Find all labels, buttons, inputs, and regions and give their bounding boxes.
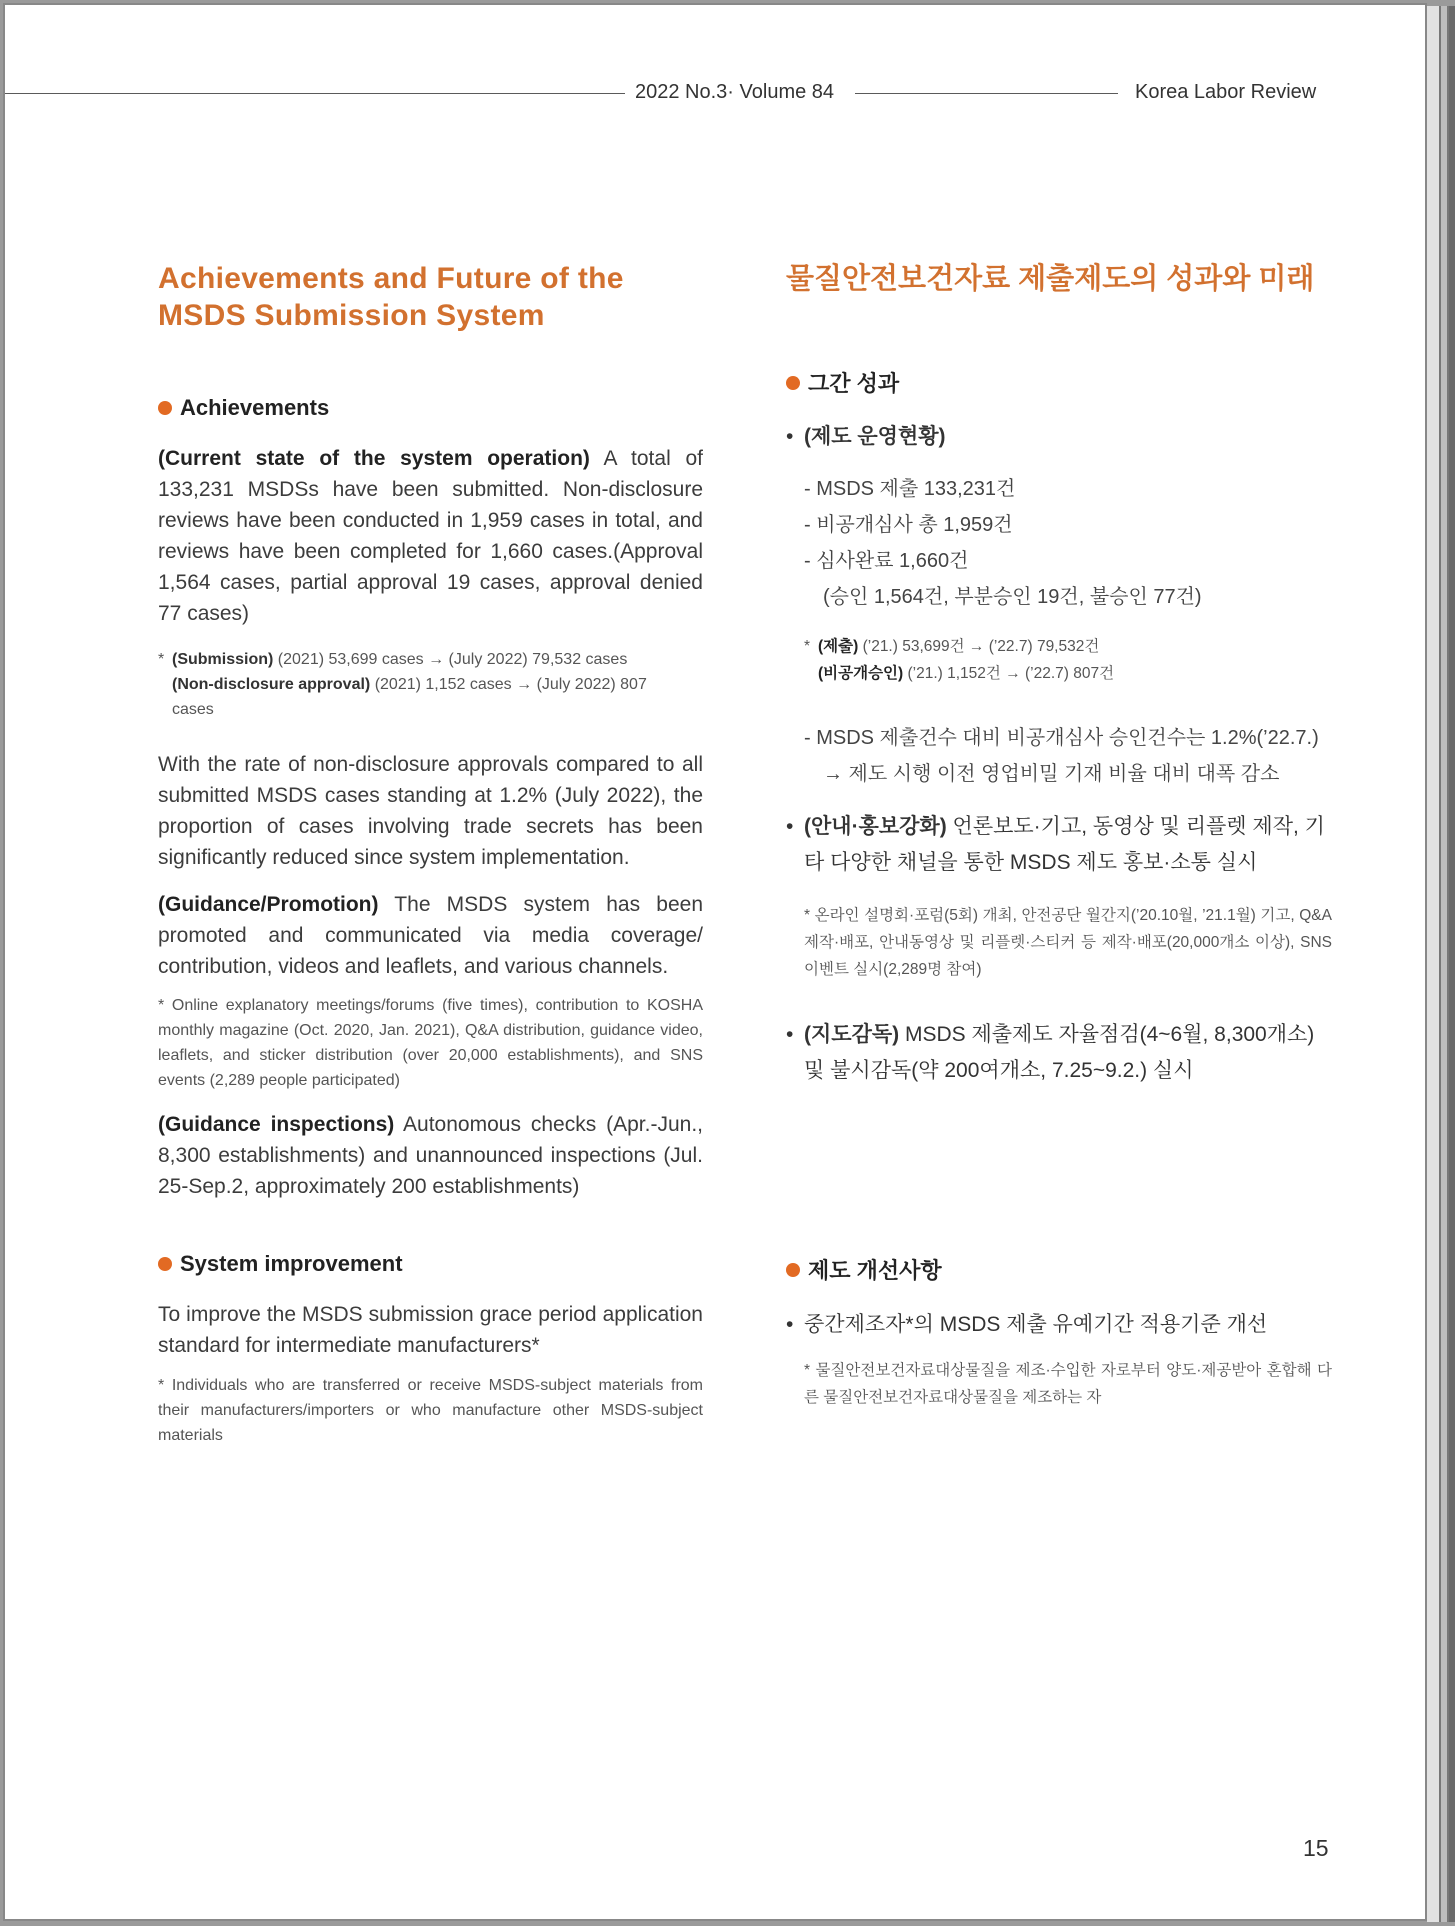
korean-inspection: [786, 1017, 1331, 1089]
bullet-dot-icon: [158, 401, 172, 415]
journal-name: Korea Labor Review: [1135, 81, 1317, 103]
korean-column: [786, 261, 1331, 298]
page-stack-edge: [1427, 6, 1441, 1922]
korean-improvement-section: [786, 1254, 1331, 1285]
list-item: • (지도감독) MSDS 제출제도 자율점검(4~6월, 8,300개소) 및 불시감독(약 200여개소, 7.25~9.2.) 실시: [786, 1023, 1315, 1082]
improvement-body: [158, 1299, 703, 1361]
page-stack-edge: [1441, 6, 1449, 1922]
improvement-note: * Individuals who are transferred or receive MSDS-subject materials from their manufacturers/importers or who manufacture other MSDS-subject materials: [158, 1377, 703, 1444]
improvement-paragraph: To improve the MSDS submission grace period application standard for intermediate manufacturers*: [158, 1303, 703, 1357]
promotion-paragraph: (Guidance/Promotion) The MSDS system has been promoted and communicated via media coverage/ contribution, videos and leaflets, and various channels.: [158, 893, 703, 978]
promotion-wrap: [158, 889, 703, 982]
list-item: • 중간제조자*의 MSDS 제출 유예기간 적용기준 개선: [786, 1313, 1268, 1336]
korean-achievements-heading: 그간 성과: [786, 367, 1331, 398]
bullet-dot-icon: [786, 1263, 800, 1277]
dash-item: → 제도 시행 이전 영업비밀 기재 비율 대비 대폭 감소: [823, 763, 1280, 785]
operation-dash-list: [804, 471, 1349, 615]
document-page: [3, 3, 1427, 1921]
korean-improvement-note-wrap: [804, 1357, 1332, 1411]
improvement-heading: System improvement: [158, 1251, 703, 1277]
rate-paragraph-wrap: [158, 749, 703, 873]
header-rule: [855, 93, 1118, 94]
issue-label: 2022 No.3· Volume 84: [635, 81, 835, 103]
operation-paragraph: (Current state of the system operation) A total of 133,231 MSDSs have been submitted. Non-disclosure reviews have been conducted in 1,959 cases in total, and reviews have been completed for 1,660 cases.(Approval 1,564 cases, partial approval 19 cases, approval denied 77 cases): [158, 447, 703, 625]
list-item: • (안내·홍보강화) 언론보도·기고, 동영상 및 리플렛 제작, 기타 다양한 채널을 통한 MSDS 제도 홍보·소통 실시: [786, 815, 1325, 874]
header-rule: [5, 93, 625, 94]
english-title: Achievements and Future of the MSDS Submission System: [158, 262, 624, 332]
rate-dash: [804, 720, 1334, 792]
achievements-heading: Achievements: [158, 395, 703, 421]
submission-note: [158, 647, 678, 722]
korean-submission-note: [804, 633, 1349, 687]
dash-item: - 심사완료 1,660건: [804, 550, 969, 572]
korean-improvement: [786, 1307, 1331, 1343]
bullet-dot-icon: [786, 376, 800, 390]
dash-item: (승인 1,564건, 부분승인 19건, 불승인 77건): [823, 586, 1202, 608]
korean-title: 물질안전보건자료 제출제도의 성과와 미래: [786, 263, 1315, 295]
korean-improvement-heading: 제도 개선사항: [786, 1254, 1331, 1285]
korean-achievements-section: [786, 367, 1331, 398]
improvement-note-wrap: [158, 1373, 703, 1448]
note-line: * (Submission) (2021) 53,699 cases → (July 2022) 79,532 cases (Non-disclosure approval) (2021) 1,152 cases → (July 2022) 807 cases: [158, 651, 647, 718]
dash-item: - MSDS 제출 133,231건: [804, 478, 1016, 500]
bullet-dot-icon: [158, 1257, 172, 1271]
dash-item: - 비공개심사 총 1,959건: [804, 514, 1013, 536]
english-column: [158, 260, 703, 334]
page-number: 15: [1303, 1835, 1329, 1861]
korean-promotion-note: * 온라인 설명회·포럼(5회) 개최, 안전공단 월간지(’20.10월, ’21.1월) 기고, Q&A 제작·배포, 안내동영상 및 리플렛·스티커 등 제작·배포(20,000개소 이상), SNS 이벤트 실시(2,289명 참여): [804, 907, 1332, 978]
promotion-note: * Online explanatory meetings/forums (five times), contribution to KOSHA monthly magazine (Oct. 2020, Jan. 2021), Q&A distribution, guidance video, leaflets, and sticker distribution (over 20,000 establishments), and SNS events (2,289 people participated): [158, 997, 703, 1089]
korean-improvement-note: * 물질안전보건자료대상물질을 제조·수입한 자로부터 양도·제공받아 혼합해 다른 물질안전보건자료대상물질을 제조하는 자: [804, 1362, 1332, 1406]
list-item: • (제도 운영현황): [786, 425, 946, 448]
achievements-body: [158, 443, 703, 629]
inspection-wrap: [158, 1109, 703, 1202]
promotion-note-wrap: [158, 993, 703, 1093]
page-stack-edge: [1449, 6, 1455, 1922]
inspection-paragraph: (Guidance inspections) Autonomous checks (Apr.-Jun., 8,300 establishments) and unannounced inspections (Jul. 25-Sep.2, approximately 200 establishments): [158, 1113, 703, 1198]
note-line: * (제출) (’21.) 53,699건 → (’22.7) 79,532건 (비공개승인) (’21.) 1,152건 → (’22.7) 807건: [804, 638, 1115, 682]
rate-paragraph: With the rate of non-disclosure approvals compared to all submitted MSDS cases standing at 1.2% (July 2022), the proportion of cases involving trade secrets has been significantly reduced since system implementation.: [158, 753, 703, 869]
operation-status: [786, 419, 1331, 455]
improvement-section: [158, 1251, 703, 1277]
korean-promotion: [786, 809, 1331, 881]
korean-promotion-note-wrap: [804, 902, 1332, 983]
english-achievements-section: [158, 395, 703, 421]
dash-item: - MSDS 제출건수 대비 비공개심사 승인건수는 1.2%(’22.7.): [804, 727, 1319, 749]
